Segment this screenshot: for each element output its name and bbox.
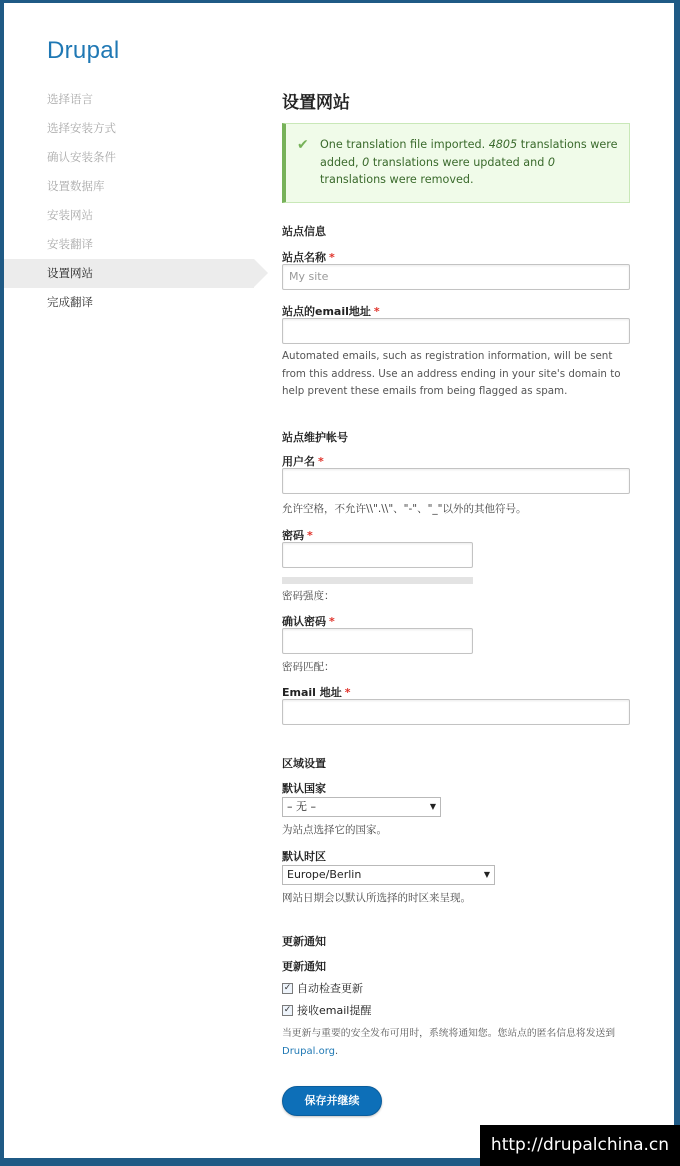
message-removed-count: 0 bbox=[547, 155, 556, 169]
message-text: translations were added, bbox=[320, 138, 618, 169]
site-info-heading: 站点信息 bbox=[282, 225, 326, 238]
site-email-description: Automated emails, such as registration information, will be sent from this address. Use an address ending in your site's domain to help prevent these emails from being flagged as spam. bbox=[282, 350, 621, 397]
email-notify-option[interactable] bbox=[282, 1002, 371, 1018]
site-email-label bbox=[282, 303, 380, 319]
account-email-input[interactable] bbox=[282, 699, 630, 725]
check-icon: ✔ bbox=[297, 137, 309, 153]
username-input[interactable] bbox=[282, 468, 630, 494]
password-input[interactable] bbox=[282, 542, 473, 568]
message-text: One translation file imported. bbox=[320, 138, 489, 151]
username-label-text: 用户名 bbox=[282, 455, 315, 468]
dropdown-arrow-icon: ▼ bbox=[483, 870, 490, 879]
required-mark: * bbox=[329, 615, 335, 628]
required-mark: * bbox=[307, 529, 313, 542]
site-logo-text[interactable]: Drupal bbox=[47, 37, 120, 64]
password-strength-bar bbox=[282, 577, 473, 584]
account-email-label-text: Email 地址 bbox=[282, 686, 342, 699]
message-text: translations were removed. bbox=[320, 173, 474, 186]
page bbox=[4, 3, 674, 1158]
confirm-password-label-text: 确认密码 bbox=[282, 615, 326, 628]
updates-description-period: . bbox=[334, 1045, 339, 1057]
drupal-org-link[interactable]: Drupal.org bbox=[282, 1045, 335, 1057]
page-title: 设置网站 bbox=[282, 93, 350, 113]
status-message bbox=[282, 123, 630, 203]
message-text: translations were updated and bbox=[369, 155, 548, 169]
default-timezone-value: Europe/Berlin bbox=[287, 868, 362, 881]
account-email-label bbox=[282, 684, 351, 700]
step-choose-language: 选择语言 bbox=[47, 92, 93, 106]
default-timezone-label: 默认时区 bbox=[282, 850, 326, 863]
required-mark: * bbox=[329, 251, 335, 264]
password-strength-label: 密码强度： bbox=[282, 590, 335, 602]
email-notify-checkbox[interactable]: ✓ bbox=[283, 1004, 292, 1015]
step-choose-profile: 选择安装方式 bbox=[47, 121, 116, 135]
step-install-site: 安装网站 bbox=[47, 208, 93, 222]
default-timezone-description: 网站日期会以默认所选择的时区来呈现。 bbox=[282, 892, 471, 904]
admin-account-heading: 站点维护帐号 bbox=[282, 431, 348, 444]
updates-description bbox=[282, 1025, 632, 1060]
watermark: http://drupalchina.cn bbox=[480, 1125, 680, 1166]
default-country-label: 默认国家 bbox=[282, 782, 326, 795]
password-label bbox=[282, 527, 313, 543]
confirm-password-label bbox=[282, 613, 335, 629]
check-updates-label[interactable]: 自动检查更新 bbox=[297, 982, 363, 995]
message-imported-count: 4805 bbox=[488, 138, 518, 151]
regional-heading: 区域设置 bbox=[282, 757, 326, 770]
step-finish-translation: 完成翻译 bbox=[47, 295, 93, 309]
default-country-description: 为站点选择它的国家。 bbox=[282, 824, 387, 836]
required-mark: * bbox=[344, 686, 351, 699]
step-setup-database: 设置数据库 bbox=[47, 179, 105, 193]
update-notifications-heading: 更新通知 bbox=[282, 935, 326, 948]
default-country-value: – 无 – bbox=[287, 800, 316, 813]
message-updated-count: 0 bbox=[362, 155, 370, 169]
site-email-input[interactable] bbox=[282, 318, 630, 344]
check-updates-checkbox[interactable]: ✓ bbox=[283, 982, 292, 993]
updates-description-text: 当更新与重要的安全发布可用时，系统将通知您。您站点的匿名信息将发送到 bbox=[282, 1028, 616, 1039]
confirm-password-input[interactable] bbox=[282, 628, 473, 654]
site-name-input[interactable]: My site bbox=[282, 264, 630, 290]
check-updates-option[interactable] bbox=[282, 980, 363, 996]
step-verify-requirements: 确认安装条件 bbox=[47, 150, 116, 164]
step-install-translation: 安装翻译 bbox=[47, 237, 93, 251]
username-description: 允许空格，不允许\\".\\"、"-"、"_"以外的其他符号。 bbox=[282, 503, 527, 515]
required-mark: * bbox=[373, 305, 380, 318]
required-mark: * bbox=[318, 455, 324, 468]
default-country-select[interactable] bbox=[282, 797, 441, 817]
dropdown-arrow-icon: ▼ bbox=[429, 802, 436, 811]
password-match-label: 密码匹配： bbox=[282, 661, 335, 673]
install-steps bbox=[4, 85, 254, 317]
site-name-label bbox=[282, 249, 335, 265]
username-label bbox=[282, 453, 324, 469]
site-name-label-text: 站点名称 bbox=[282, 251, 326, 264]
email-notify-label[interactable]: 接收email提醒 bbox=[297, 1004, 372, 1017]
update-notifications-label: 更新通知 bbox=[282, 960, 326, 973]
site-email-label-text: 站点的email地址 bbox=[282, 305, 371, 318]
save-and-continue-button[interactable]: 保存并继续 bbox=[282, 1086, 382, 1116]
default-timezone-select[interactable] bbox=[282, 865, 495, 885]
password-label-text: 密码 bbox=[282, 529, 304, 542]
step-configure-site: 设置网站 bbox=[4, 259, 254, 288]
